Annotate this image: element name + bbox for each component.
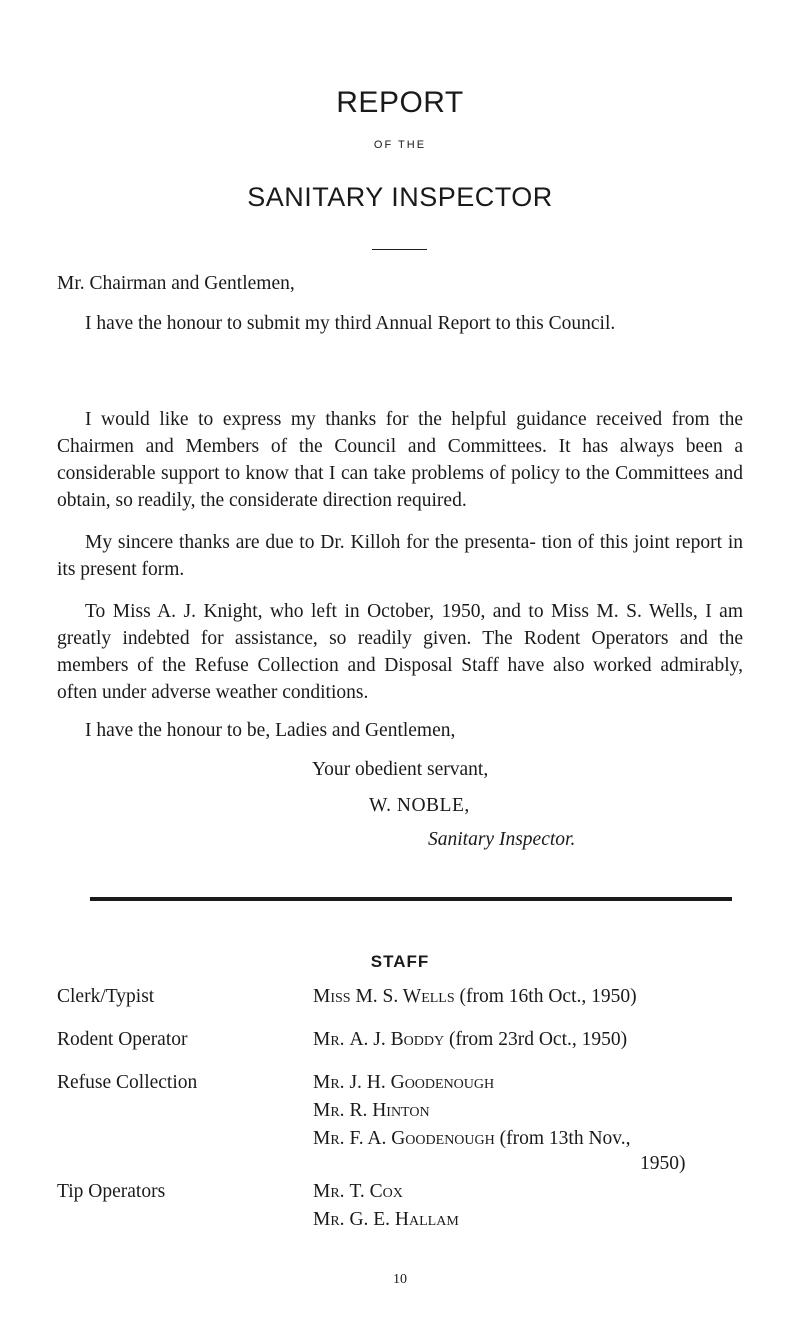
staff-role: Rodent Operator xyxy=(57,1029,188,1050)
staff-note: (from 16th Oct., 1950) xyxy=(459,986,637,1007)
staff-name: G. E. Hallam xyxy=(349,1209,459,1230)
page-number: 10 xyxy=(393,1272,407,1287)
staff-name: M. S. Wells xyxy=(355,986,455,1007)
staff-title: Mr. xyxy=(313,1209,345,1230)
title-connector: OF THE xyxy=(373,139,427,151)
staff-role: Refuse Collection xyxy=(57,1072,198,1093)
staff-role: Clerk/Typist xyxy=(57,986,155,1007)
paragraph-thanks-council: I would like to express my thanks for the helpful guidance received from the Chairmen and Members of the Council and Committees. It has always been a considerable support to know that I can take problems of policy to the Committees and obtain, so readily, the considerate direction required. xyxy=(57,409,743,511)
paragraph-intro: I have the honour to submit my third Annual Report to this Council. xyxy=(85,313,616,334)
staff-member xyxy=(313,1097,430,1124)
staff-name: A. J. Boddy xyxy=(349,1029,445,1050)
staff-member xyxy=(313,1125,631,1152)
salutation: Mr. Chairman and Gentlemen, xyxy=(57,273,295,294)
valediction: Your obedient servant, xyxy=(312,759,489,780)
staff-title: Mr. xyxy=(313,1029,345,1050)
signature-title: Sanitary Inspector. xyxy=(428,829,576,850)
staff-title: Miss xyxy=(313,986,351,1007)
paragraph-thanks-killoh: My sincere thanks are due to Dr. Killoh for the presenta- tion of this joint report in its present form. xyxy=(57,532,743,580)
staff-name: R. Hinton xyxy=(349,1100,430,1121)
title-divider xyxy=(372,249,427,250)
staff-note-continued: 1950) xyxy=(640,1153,686,1174)
staff-member xyxy=(313,1069,494,1096)
paragraph-thanks-staff: To Miss A. J. Knight, who left in October, 1950, and to Miss M. S. Wells, I am greatly indebted for assistance, so readily given. The Rodent Operators and the members of the Refuse Collection and Disposal Staff have also worked admirably, often under adverse weather conditions. xyxy=(57,601,743,703)
staff-name: F. A. Goodenough xyxy=(349,1128,495,1149)
report-subtitle: SANITARY INSPECTOR xyxy=(247,182,553,212)
staff-member xyxy=(313,983,637,1010)
signature-name: W. NOBLE, xyxy=(369,795,470,816)
paragraph-closing: I have the honour to be, Ladies and Gentlemen, xyxy=(85,720,456,741)
staff-member xyxy=(313,1026,627,1053)
staff-note: (from 13th Nov., xyxy=(499,1128,631,1149)
report-title: REPORT xyxy=(336,86,464,119)
staff-name: J. H. Goodenough xyxy=(349,1072,495,1093)
staff-note: (from 23rd Oct., 1950) xyxy=(448,1029,628,1050)
staff-title: Mr. xyxy=(313,1181,345,1202)
section-divider xyxy=(90,897,732,901)
staff-heading: STAFF xyxy=(370,952,430,971)
staff-member xyxy=(313,1178,403,1205)
staff-member xyxy=(313,1206,459,1233)
staff-name: T. Cox xyxy=(349,1181,403,1202)
staff-title: Mr. xyxy=(313,1100,345,1121)
staff-role: Tip Operators xyxy=(57,1181,166,1202)
staff-title: Mr. xyxy=(313,1128,345,1149)
staff-title: Mr. xyxy=(313,1072,345,1093)
